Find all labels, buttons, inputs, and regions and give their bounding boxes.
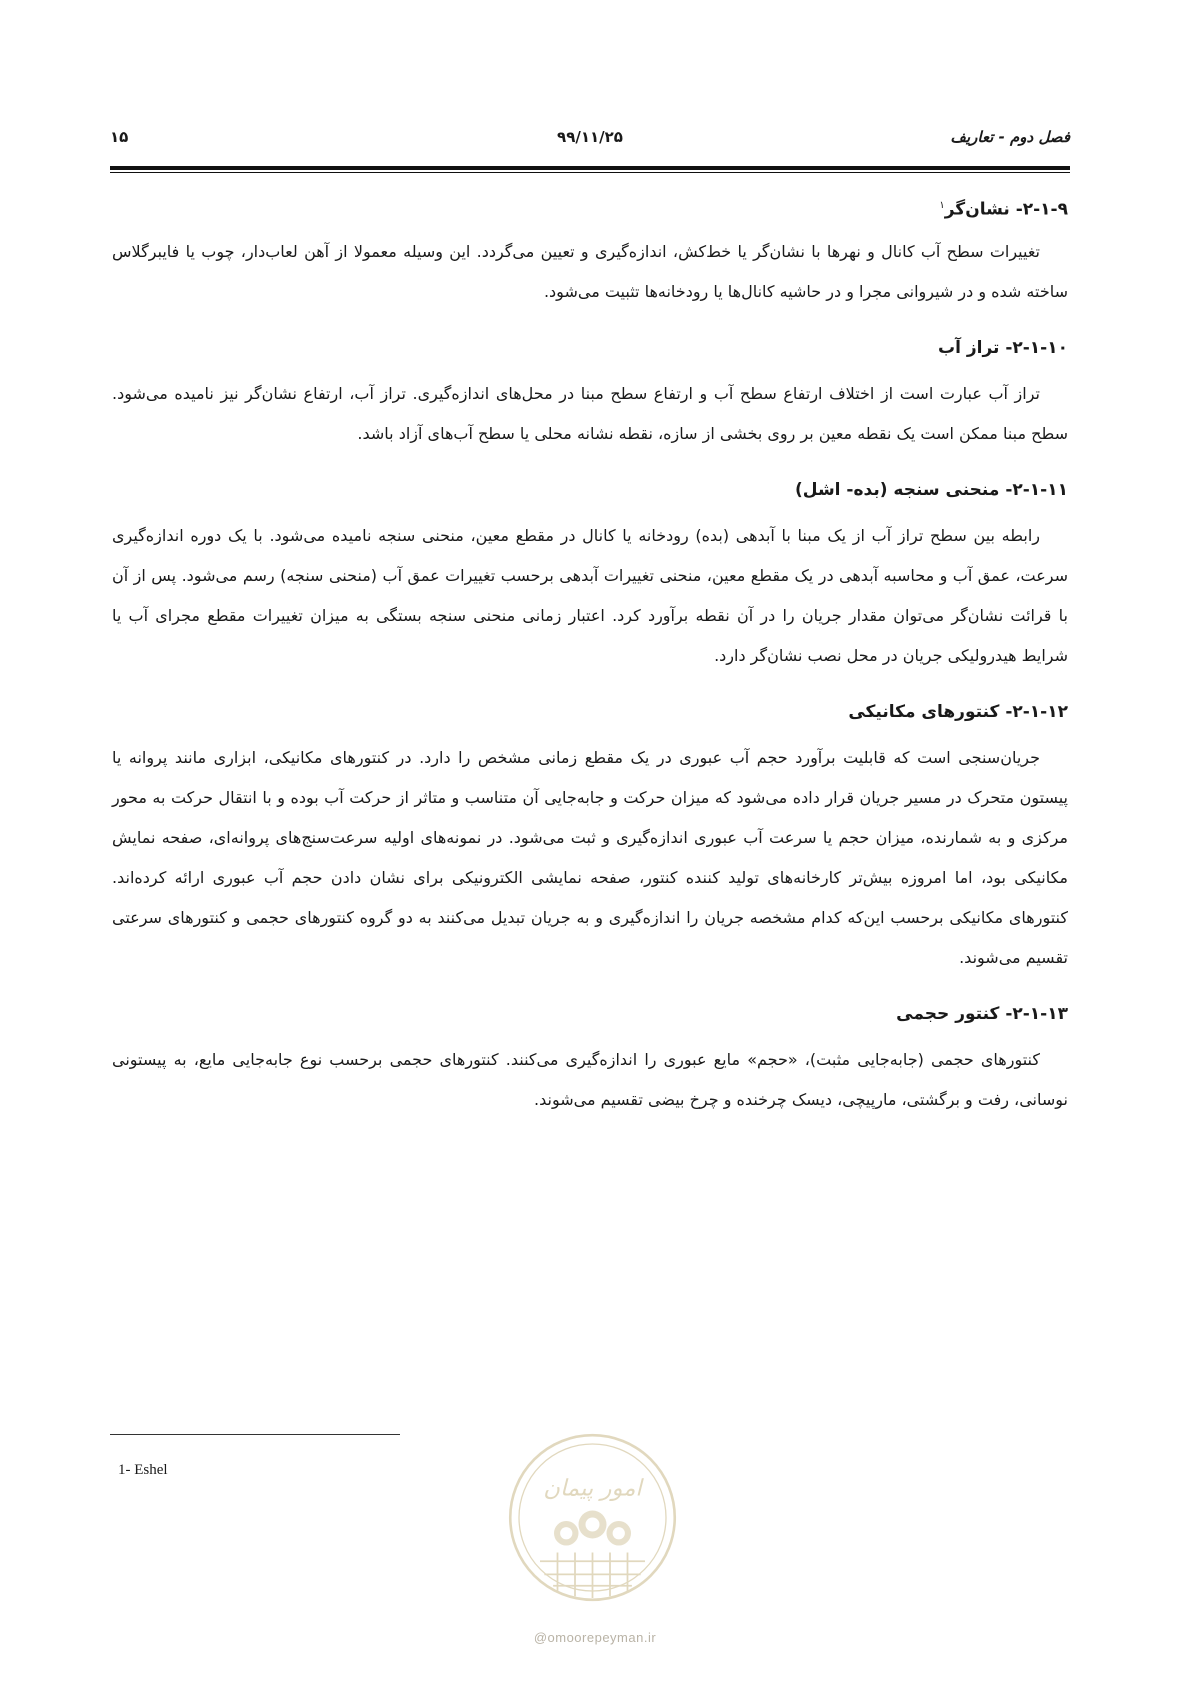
section-paragraph: تراز آب عبارت است از اختلاف ارتفاع سطح آب و ارتفاع سطح مبنا در محل‌های اندازه‌گیری. تراز آب، ارتفاع نشان‌گر نیز نامیده می‌شود. سطح مبنا ممکن است یک نقطه معین بر روی بخشی از سازه، نقطه نشانه محلی یا سطح آب‌های آزاد باشد. — [112, 384, 1068, 443]
chapter-title: فصل دوم - تعاریف — [950, 128, 1070, 146]
header-date: ۹۹/۱۱/۲۵ — [557, 128, 623, 146]
page-header — [110, 128, 1070, 152]
watermark-site: @omoorepeyman.ir — [533, 1630, 657, 1645]
footnote-separator — [110, 1434, 400, 1435]
header-rule-thin — [110, 172, 1070, 173]
section-heading — [112, 696, 1068, 728]
section-heading — [112, 190, 1068, 222]
page-number: ۱۵ — [110, 128, 129, 146]
section-paragraph: کنتورهای حجمی (جابه‌جایی مثبت)، «حجم» مایع عبوری را اندازه‌گیری می‌کنند. کنتورهای حجمی برحسب نوع جابه‌جایی مایع، به پیستونی نوسانی، رفت و برگشتی، مارپیچی، دیسک چرخنده و چرخ بیضی تقسیم می‌شوند. — [112, 1050, 1068, 1109]
section-heading-text: ۲-۱-۱۱- منحنی سنجه (بده- اشل) — [795, 480, 1068, 500]
section-paragraph: رابطه بین سطح تراز آب از یک مبنا با آبدهی (بده) رودخانه یا کانال در مقطع معین، منحنی سنجه نامیده می‌شود. با یک دوره اندازه‌گیری سرعت، عمق آب و محاسبه آبدهی در یک مقطع معین، منحنی تغییرات آبدهی برحسب تغییرات عمق آب (منحنی سنجه) رسم می‌شود. پس از آن با قرائت نشان‌گر می‌توان مقدار جریان را در آن نقطه برآورد کرد. اعتبار زمانی منحنی سنجه بستگی به میزان تغییرات مقطع مجرای آب یا شرایط هیدرولیکی جریان در محل نصب نشان‌گر دارد. — [112, 526, 1068, 665]
section-heading — [112, 332, 1068, 364]
footnote-ref: ۱ — [939, 200, 945, 211]
watermark-logo-icon — [505, 1430, 680, 1605]
section-heading-text: ۲-۱-۱۰- تراز آب — [938, 338, 1068, 358]
header-rule-thick — [110, 166, 1070, 170]
body-content — [112, 190, 1068, 1120]
section-heading-text: ۲-۱-۱۲- کنتورهای مکانیکی — [848, 702, 1068, 722]
section-paragraph: تغییرات سطح آب کانال و نهرها با نشان‌گر یا خط‌کش، اندازه‌گیری و تعیین می‌گردد. این وسیله معمولا از آهن لعاب‌دار، چوب یا فایبرگلاس ساخته شده و در شیروانی مجرا و در حاشیه کانال‌ها یا رودخانه‌ها تثبیت می‌شود. — [112, 242, 1068, 301]
section-heading — [112, 474, 1068, 506]
section-paragraph: جریان‌سنجی است که قابلیت برآورد حجم آب عبوری در یک مقطع زمانی مشخص را دارد. در کنتورهای مکانیکی، ابزاری مانند پروانه یا پیستون متحرک در مسیر جریان قرار داده می‌شود که میزان حرکت و جابه‌جایی آن متناسب و متاثر از حرکت آب بوده و با انتقال حرکت به محور مرکزی و به شمارنده، میزان حجم یا سرعت آب عبوری اندازه‌گیری و ثبت می‌شود. در نمونه‌های اولیه سرعت‌سنج‌های پروانه‌ای، صفحه نمایش مکانیکی بود، اما امروزه بیش‌تر کارخانه‌های تولید کننده کنتور، صفحه نمایشی الکترونیکی برای نشان دادن حجم آب عبوری ارائه کرده‌اند. کنتورهای مکانیکی برحسب این‌که کدام مشخصه جریان را اندازه‌گیری و به جریان تبدیل می‌کنند به دو گروه کنتورهای حجمی و کنتورهای سرعتی تقسیم می‌شوند. — [112, 748, 1068, 967]
section-heading — [112, 998, 1068, 1030]
section-heading-text: ۲-۱-۹- نشان‌گر — [944, 199, 1068, 220]
footnote: 1- Eshel — [118, 1462, 168, 1478]
watermark-logo-text: امور پیمان — [543, 1475, 642, 1502]
section-heading-text: ۲-۱-۱۳- کنتور حجمی — [896, 1004, 1068, 1024]
